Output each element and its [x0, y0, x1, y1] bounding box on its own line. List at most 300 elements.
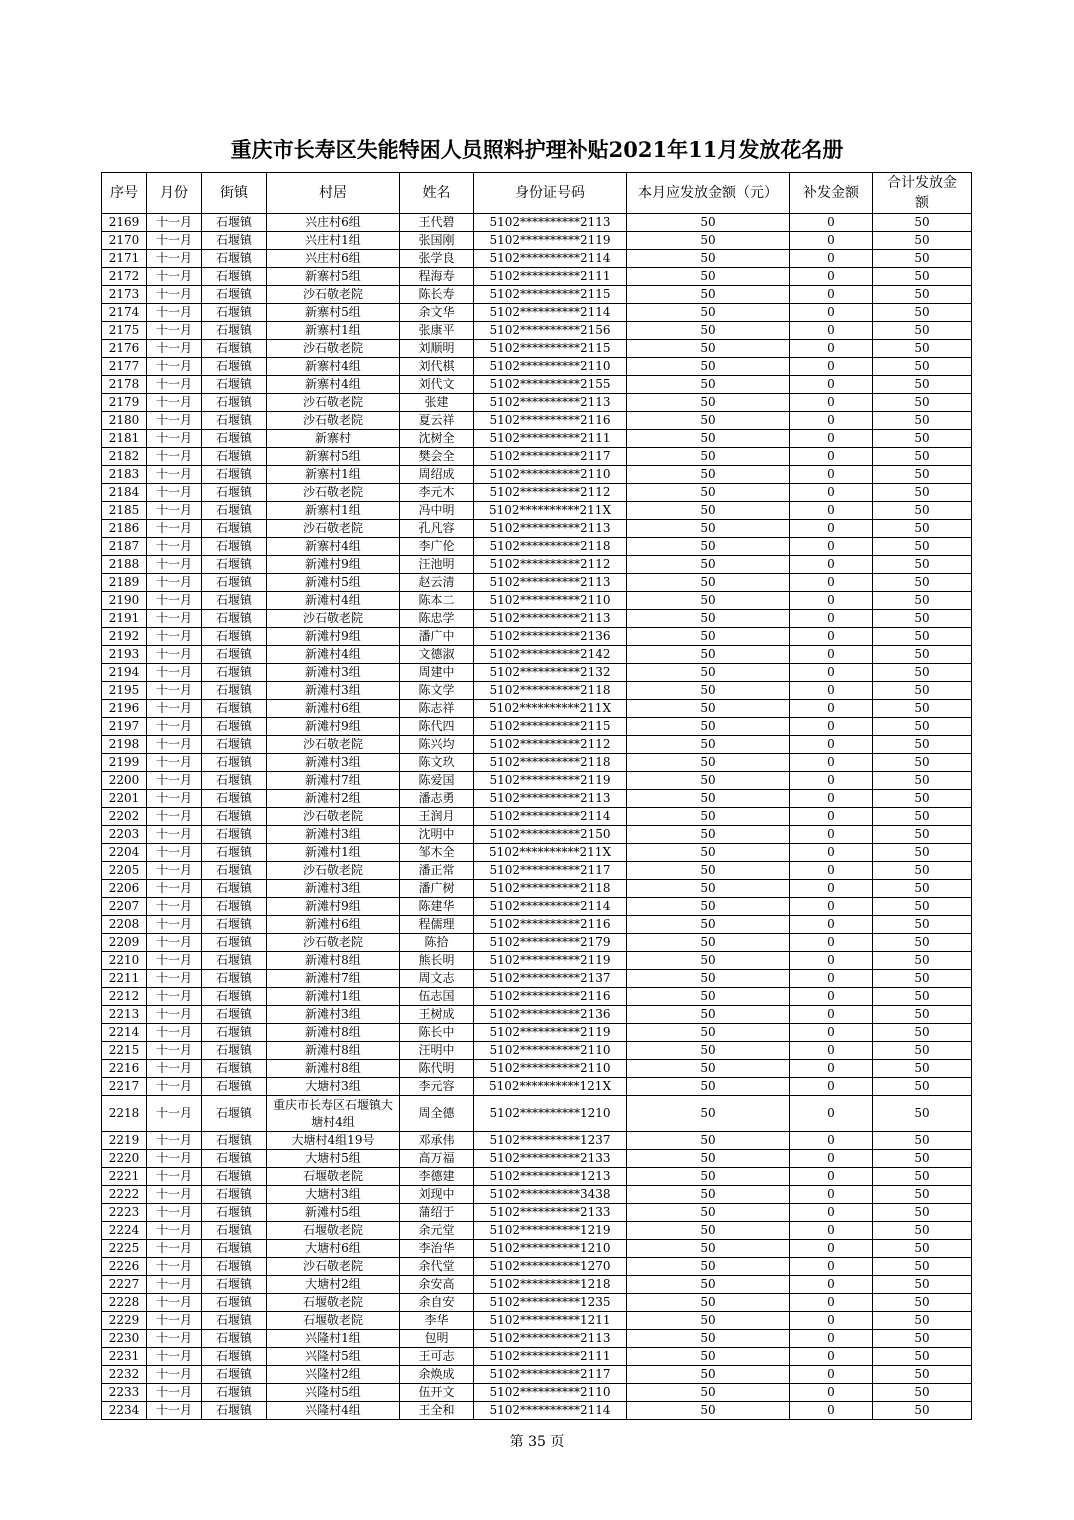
cell-name: 张国刚	[400, 232, 474, 250]
cell-index: 2186	[102, 520, 147, 538]
cell-id-number: 5102**********2113	[474, 214, 627, 232]
cell-monthly-amount: 50	[627, 574, 790, 592]
table-row	[102, 790, 972, 808]
cell-total-amount: 50	[873, 916, 972, 934]
cell-name: 陈代明	[400, 1060, 474, 1078]
table-row	[102, 1240, 972, 1258]
cell-total-amount: 50	[873, 430, 972, 448]
cell-index: 2206	[102, 880, 147, 898]
cell-total-amount: 50	[873, 1348, 972, 1366]
cell-id-number: 5102**********1235	[474, 1294, 627, 1312]
cell-town: 石堰镇	[202, 952, 267, 970]
cell-name: 文德淑	[400, 646, 474, 664]
cell-id-number: 5102**********2113	[474, 574, 627, 592]
cell-index: 2204	[102, 844, 147, 862]
cell-back-pay: 0	[790, 952, 873, 970]
cell-village: 兴隆村2组	[267, 1366, 400, 1384]
cell-month: 十一月	[147, 214, 202, 232]
cell-town: 石堰镇	[202, 1096, 267, 1132]
cell-town: 石堰镇	[202, 1150, 267, 1168]
table-row	[102, 358, 972, 376]
cell-total-amount: 50	[873, 754, 972, 772]
table-row	[102, 610, 972, 628]
cell-monthly-amount: 50	[627, 700, 790, 718]
cell-town: 石堰镇	[202, 1222, 267, 1240]
cell-month: 十一月	[147, 1024, 202, 1042]
cell-back-pay: 0	[790, 1096, 873, 1132]
cell-town: 石堰镇	[202, 682, 267, 700]
cell-back-pay: 0	[790, 610, 873, 628]
table-row	[102, 232, 972, 250]
cell-village: 沙石敬老院	[267, 862, 400, 880]
cell-index: 2174	[102, 304, 147, 322]
cell-id-number: 5102**********2111	[474, 430, 627, 448]
cell-month: 十一月	[147, 592, 202, 610]
table-row	[102, 1042, 972, 1060]
cell-index: 2216	[102, 1060, 147, 1078]
cell-town: 石堰镇	[202, 988, 267, 1006]
cell-name: 潘正常	[400, 862, 474, 880]
cell-town: 石堰镇	[202, 304, 267, 322]
cell-index: 2228	[102, 1294, 147, 1312]
cell-month: 十一月	[147, 1042, 202, 1060]
cell-month: 十一月	[147, 1330, 202, 1348]
cell-month: 十一月	[147, 538, 202, 556]
cell-village: 兴庄村6组	[267, 214, 400, 232]
cell-village: 新滩村3组	[267, 880, 400, 898]
roster-table	[101, 172, 972, 1420]
cell-total-amount: 50	[873, 520, 972, 538]
cell-town: 石堰镇	[202, 1132, 267, 1150]
table-row	[102, 340, 972, 358]
table-row	[102, 934, 972, 952]
cell-village: 新滩村1组	[267, 844, 400, 862]
cell-back-pay: 0	[790, 592, 873, 610]
cell-back-pay: 0	[790, 754, 873, 772]
cell-total-amount: 50	[873, 466, 972, 484]
table-row	[102, 394, 972, 412]
cell-index: 2190	[102, 592, 147, 610]
cell-back-pay: 0	[790, 1330, 873, 1348]
cell-back-pay: 0	[790, 1204, 873, 1222]
cell-name: 潘广中	[400, 628, 474, 646]
cell-monthly-amount: 50	[627, 988, 790, 1006]
cell-back-pay: 0	[790, 664, 873, 682]
cell-town: 石堰镇	[202, 916, 267, 934]
header-cell-monthly-amount: 本月应发放金额（元）	[627, 173, 790, 214]
cell-monthly-amount: 50	[627, 1294, 790, 1312]
cell-month: 十一月	[147, 988, 202, 1006]
table-row	[102, 970, 972, 988]
cell-name: 李元容	[400, 1078, 474, 1096]
table-row	[102, 412, 972, 430]
cell-id-number: 5102**********2116	[474, 916, 627, 934]
table-row	[102, 1312, 972, 1330]
cell-town: 石堰镇	[202, 718, 267, 736]
cell-total-amount: 50	[873, 1186, 972, 1204]
cell-name: 高万福	[400, 1150, 474, 1168]
table-row	[102, 898, 972, 916]
cell-month: 十一月	[147, 628, 202, 646]
cell-id-number: 5102**********2150	[474, 826, 627, 844]
table-row	[102, 214, 972, 232]
cell-id-number: 5102**********2113	[474, 520, 627, 538]
cell-index: 2212	[102, 988, 147, 1006]
cell-town: 石堰镇	[202, 340, 267, 358]
cell-id-number: 5102**********3438	[474, 1186, 627, 1204]
cell-town: 石堰镇	[202, 844, 267, 862]
cell-index: 2195	[102, 682, 147, 700]
cell-index: 2226	[102, 1258, 147, 1276]
cell-town: 石堰镇	[202, 358, 267, 376]
cell-name: 邹木全	[400, 844, 474, 862]
cell-month: 十一月	[147, 1186, 202, 1204]
cell-index: 2217	[102, 1078, 147, 1096]
cell-village: 沙石敬老院	[267, 340, 400, 358]
header-cell-month: 月份	[147, 173, 202, 214]
cell-id-number: 5102**********2116	[474, 988, 627, 1006]
cell-index: 2176	[102, 340, 147, 358]
cell-index: 2218	[102, 1096, 147, 1132]
cell-index: 2171	[102, 250, 147, 268]
cell-name: 周绍成	[400, 466, 474, 484]
cell-back-pay: 0	[790, 538, 873, 556]
cell-name: 伍开文	[400, 1384, 474, 1402]
cell-monthly-amount: 50	[627, 880, 790, 898]
cell-town: 石堰镇	[202, 394, 267, 412]
cell-back-pay: 0	[790, 232, 873, 250]
cell-monthly-amount: 50	[627, 1024, 790, 1042]
cell-village: 大塘村5组	[267, 1150, 400, 1168]
cell-month: 十一月	[147, 736, 202, 754]
cell-name: 刘代文	[400, 376, 474, 394]
cell-village: 兴隆村1组	[267, 1330, 400, 1348]
table-row	[102, 754, 972, 772]
cell-back-pay: 0	[790, 286, 873, 304]
cell-back-pay: 0	[790, 1294, 873, 1312]
cell-month: 十一月	[147, 1348, 202, 1366]
cell-town: 石堰镇	[202, 862, 267, 880]
cell-monthly-amount: 50	[627, 304, 790, 322]
table-row	[102, 826, 972, 844]
table-row	[102, 286, 972, 304]
cell-town: 石堰镇	[202, 628, 267, 646]
cell-id-number: 5102**********2137	[474, 970, 627, 988]
cell-monthly-amount: 50	[627, 1312, 790, 1330]
cell-town: 石堰镇	[202, 826, 267, 844]
cell-total-amount: 50	[873, 808, 972, 826]
cell-id-number: 5102**********2111	[474, 1348, 627, 1366]
cell-town: 石堰镇	[202, 700, 267, 718]
table-row	[102, 520, 972, 538]
table-row	[102, 664, 972, 682]
cell-town: 石堰镇	[202, 484, 267, 502]
cell-back-pay: 0	[790, 340, 873, 358]
cell-name: 陈拾	[400, 934, 474, 952]
cell-id-number: 5102**********211X	[474, 844, 627, 862]
cell-village: 新滩村6组	[267, 700, 400, 718]
cell-id-number: 5102**********2133	[474, 1204, 627, 1222]
header-cell-index: 序号	[102, 173, 147, 214]
cell-month: 十一月	[147, 610, 202, 628]
cell-village: 新滩村8组	[267, 952, 400, 970]
cell-village: 新滩村4组	[267, 592, 400, 610]
cell-index: 2169	[102, 214, 147, 232]
cell-village: 兴隆村4组	[267, 1402, 400, 1420]
cell-month: 十一月	[147, 682, 202, 700]
cell-back-pay: 0	[790, 358, 873, 376]
cell-monthly-amount: 50	[627, 250, 790, 268]
cell-month: 十一月	[147, 1294, 202, 1312]
table-row	[102, 592, 972, 610]
cell-village: 新寨村5组	[267, 304, 400, 322]
cell-index: 2215	[102, 1042, 147, 1060]
table-row	[102, 1384, 972, 1402]
cell-town: 石堰镇	[202, 592, 267, 610]
cell-total-amount: 50	[873, 988, 972, 1006]
cell-name: 陈文学	[400, 682, 474, 700]
cell-month: 十一月	[147, 1006, 202, 1024]
table-row	[102, 1078, 972, 1096]
cell-village: 大塘村4组19号	[267, 1132, 400, 1150]
cell-town: 石堰镇	[202, 1294, 267, 1312]
cell-town: 石堰镇	[202, 1258, 267, 1276]
cell-town: 石堰镇	[202, 1168, 267, 1186]
cell-village: 新滩村9组	[267, 718, 400, 736]
cell-name: 邓承伟	[400, 1132, 474, 1150]
cell-village: 石堰敬老院	[267, 1222, 400, 1240]
cell-id-number: 5102**********2133	[474, 1150, 627, 1168]
cell-index: 2196	[102, 700, 147, 718]
cell-town: 石堰镇	[202, 1024, 267, 1042]
cell-town: 石堰镇	[202, 286, 267, 304]
cell-back-pay: 0	[790, 1222, 873, 1240]
cell-village: 新滩村3组	[267, 664, 400, 682]
cell-month: 十一月	[147, 268, 202, 286]
cell-name: 潘志勇	[400, 790, 474, 808]
cell-town: 石堰镇	[202, 898, 267, 916]
cell-total-amount: 50	[873, 880, 972, 898]
cell-village: 兴隆村5组	[267, 1384, 400, 1402]
cell-total-amount: 50	[873, 1312, 972, 1330]
header-cell-village: 村居	[267, 173, 400, 214]
cell-monthly-amount: 50	[627, 916, 790, 934]
cell-total-amount: 50	[873, 646, 972, 664]
cell-index: 2224	[102, 1222, 147, 1240]
cell-month: 十一月	[147, 754, 202, 772]
cell-name: 王全和	[400, 1402, 474, 1420]
cell-monthly-amount: 50	[627, 1348, 790, 1366]
cell-month: 十一月	[147, 934, 202, 952]
cell-monthly-amount: 50	[627, 664, 790, 682]
cell-back-pay: 0	[790, 1240, 873, 1258]
cell-town: 石堰镇	[202, 322, 267, 340]
cell-id-number: 5102**********2114	[474, 250, 627, 268]
cell-back-pay: 0	[790, 808, 873, 826]
cell-name: 周全德	[400, 1096, 474, 1132]
cell-town: 石堰镇	[202, 232, 267, 250]
cell-monthly-amount: 50	[627, 772, 790, 790]
cell-monthly-amount: 50	[627, 1258, 790, 1276]
cell-monthly-amount: 50	[627, 1222, 790, 1240]
cell-name: 陈代四	[400, 718, 474, 736]
cell-village: 沙石敬老院	[267, 808, 400, 826]
cell-index: 2178	[102, 376, 147, 394]
cell-month: 十一月	[147, 502, 202, 520]
cell-name: 程儒理	[400, 916, 474, 934]
table-row	[102, 772, 972, 790]
cell-back-pay: 0	[790, 1078, 873, 1096]
cell-back-pay: 0	[790, 880, 873, 898]
cell-back-pay: 0	[790, 1312, 873, 1330]
table-row	[102, 574, 972, 592]
cell-month: 十一月	[147, 844, 202, 862]
table-row	[102, 1222, 972, 1240]
table-row	[102, 1204, 972, 1222]
cell-village: 沙石敬老院	[267, 394, 400, 412]
table-row	[102, 430, 972, 448]
cell-index: 2229	[102, 1312, 147, 1330]
cell-town: 石堰镇	[202, 934, 267, 952]
cell-town: 石堰镇	[202, 214, 267, 232]
cell-id-number: 5102**********2142	[474, 646, 627, 664]
cell-monthly-amount: 50	[627, 1096, 790, 1132]
cell-total-amount: 50	[873, 574, 972, 592]
cell-id-number: 5102**********211X	[474, 700, 627, 718]
cell-back-pay: 0	[790, 700, 873, 718]
cell-month: 十一月	[147, 1096, 202, 1132]
cell-name: 刘顺明	[400, 340, 474, 358]
cell-monthly-amount: 50	[627, 376, 790, 394]
cell-town: 石堰镇	[202, 664, 267, 682]
cell-back-pay: 0	[790, 268, 873, 286]
cell-monthly-amount: 50	[627, 484, 790, 502]
cell-month: 十一月	[147, 394, 202, 412]
cell-id-number: 5102**********1210	[474, 1240, 627, 1258]
cell-monthly-amount: 50	[627, 448, 790, 466]
cell-town: 石堰镇	[202, 1330, 267, 1348]
cell-index: 2198	[102, 736, 147, 754]
cell-month: 十一月	[147, 916, 202, 934]
cell-month: 十一月	[147, 1060, 202, 1078]
cell-index: 2197	[102, 718, 147, 736]
cell-index: 2223	[102, 1204, 147, 1222]
cell-id-number: 5102**********2136	[474, 1006, 627, 1024]
cell-total-amount: 50	[873, 484, 972, 502]
cell-month: 十一月	[147, 952, 202, 970]
cell-total-amount: 50	[873, 1240, 972, 1258]
cell-total-amount: 50	[873, 1276, 972, 1294]
cell-village: 沙石敬老院	[267, 412, 400, 430]
cell-total-amount: 50	[873, 448, 972, 466]
cell-month: 十一月	[147, 358, 202, 376]
cell-back-pay: 0	[790, 628, 873, 646]
cell-index: 2180	[102, 412, 147, 430]
cell-total-amount: 50	[873, 1330, 972, 1348]
cell-total-amount: 50	[873, 1006, 972, 1024]
cell-back-pay: 0	[790, 430, 873, 448]
cell-index: 2232	[102, 1366, 147, 1384]
cell-monthly-amount: 50	[627, 322, 790, 340]
table-row	[102, 916, 972, 934]
cell-id-number: 5102**********1211	[474, 1312, 627, 1330]
cell-index: 2181	[102, 430, 147, 448]
cell-monthly-amount: 50	[627, 502, 790, 520]
cell-total-amount: 50	[873, 1258, 972, 1276]
table-row	[102, 1024, 972, 1042]
cell-monthly-amount: 50	[627, 1150, 790, 1168]
cell-name: 李德建	[400, 1168, 474, 1186]
cell-town: 石堰镇	[202, 790, 267, 808]
cell-monthly-amount: 50	[627, 682, 790, 700]
cell-monthly-amount: 50	[627, 538, 790, 556]
cell-id-number: 5102**********2119	[474, 952, 627, 970]
cell-monthly-amount: 50	[627, 268, 790, 286]
cell-id-number: 5102**********2113	[474, 610, 627, 628]
table-row	[102, 466, 972, 484]
cell-month: 十一月	[147, 1240, 202, 1258]
cell-index: 2183	[102, 466, 147, 484]
cell-monthly-amount: 50	[627, 1078, 790, 1096]
cell-total-amount: 50	[873, 862, 972, 880]
cell-month: 十一月	[147, 808, 202, 826]
cell-back-pay: 0	[790, 772, 873, 790]
cell-index: 2227	[102, 1276, 147, 1294]
cell-name: 赵云清	[400, 574, 474, 592]
cell-id-number: 5102**********2119	[474, 232, 627, 250]
cell-monthly-amount: 50	[627, 718, 790, 736]
cell-id-number: 5102**********2117	[474, 448, 627, 466]
cell-month: 十一月	[147, 862, 202, 880]
cell-village: 石堰敬老院	[267, 1312, 400, 1330]
cell-index: 2219	[102, 1132, 147, 1150]
cell-village: 新寨村	[267, 430, 400, 448]
cell-index: 2194	[102, 664, 147, 682]
cell-name: 陈建华	[400, 898, 474, 916]
cell-name: 余焕成	[400, 1366, 474, 1384]
cell-name: 汪明中	[400, 1042, 474, 1060]
cell-id-number: 5102**********1219	[474, 1222, 627, 1240]
table-row	[102, 700, 972, 718]
cell-monthly-amount: 50	[627, 952, 790, 970]
cell-total-amount: 50	[873, 556, 972, 574]
cell-name: 熊长明	[400, 952, 474, 970]
cell-village: 沙石敬老院	[267, 1258, 400, 1276]
cell-town: 石堰镇	[202, 1006, 267, 1024]
cell-index: 2208	[102, 916, 147, 934]
cell-id-number: 5102**********2117	[474, 1366, 627, 1384]
cell-back-pay: 0	[790, 322, 873, 340]
cell-total-amount: 50	[873, 1150, 972, 1168]
cell-village: 新滩村2组	[267, 790, 400, 808]
cell-back-pay: 0	[790, 412, 873, 430]
cell-index: 2173	[102, 286, 147, 304]
cell-total-amount: 50	[873, 844, 972, 862]
cell-id-number: 5102**********2112	[474, 556, 627, 574]
cell-village: 新滩村8组	[267, 1042, 400, 1060]
cell-index: 2199	[102, 754, 147, 772]
cell-town: 石堰镇	[202, 880, 267, 898]
cell-index: 2233	[102, 1384, 147, 1402]
cell-monthly-amount: 50	[627, 412, 790, 430]
cell-town: 石堰镇	[202, 1384, 267, 1402]
cell-month: 十一月	[147, 250, 202, 268]
cell-index: 2207	[102, 898, 147, 916]
cell-monthly-amount: 50	[627, 970, 790, 988]
cell-monthly-amount: 50	[627, 898, 790, 916]
cell-name: 陈本二	[400, 592, 474, 610]
cell-monthly-amount: 50	[627, 1168, 790, 1186]
